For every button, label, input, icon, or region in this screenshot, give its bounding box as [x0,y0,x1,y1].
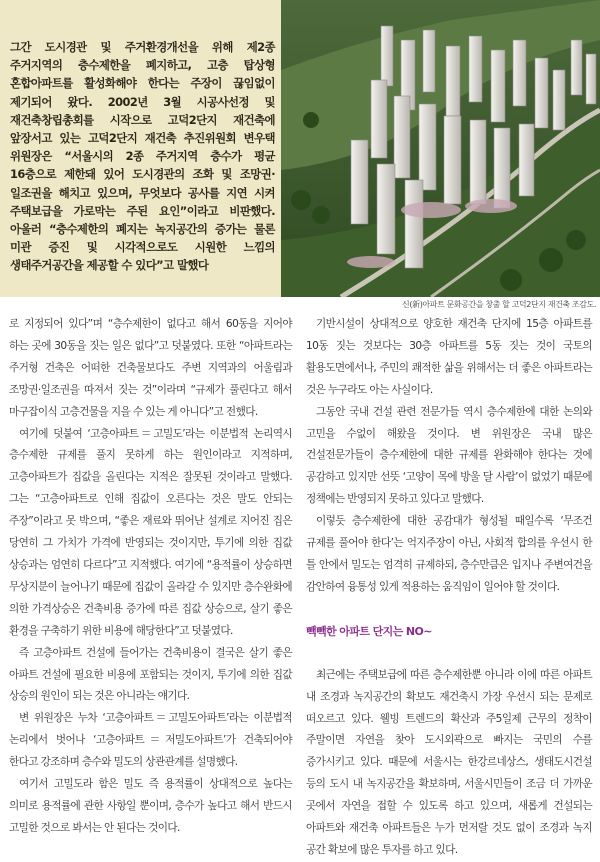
body-paragraph: 변 위원장은 누차 ‘고층아파트＝고밀도아파트’라는 이분법적 논리에서 벗어나 ‘고층아파트＝저밀도아파트’가 건축되어야 한다고 강조하며 층수와 밀도의 상관관계를 설명했다. [9,712,292,769]
right-column [306,314,592,862]
body-paragraph: 여기에 덧붙여 ‘고층아파트＝고밀도’라는 이분법적 논리역시 층수제한 규제를 풀지 못하게 하는 원인이라고 지적하며, 고층아파트가 집값을 올린다는 지적은 잘못된 것이라고 말했다. 그는 “고층아파트로 인해 집값이 오른다는 것은 말도 안되는 주장”이라고 못 박으며, “좋은 재료와 뛰어난 설계로 지어진 집은 당연히 그 가치가 가격에 반영되는 것이지만, 투기에 의한 집값 상승과는 엄연히 다르다”고 지적했다. 여기에 “용적률이 상승하면 무상지분이 늘어나기 때문에 집값이 올라갈 수 있지만 층수완화에 의한 가격상승은 건축비용 증가에 따른 집값 상승으로, 살기 좋은 환경을 구축하기 위한 비용에 해당한다”고 덧붙였다. [9,427,292,637]
section-subheading: 빽빽한 아파트 단지는 NO~ [306,624,432,638]
body-paragraph: 여기서 고밀도라 함은 밀도 즉 용적률이 상대적으로 높다는 의미로 용적률에 관한 사항일 뿐이며, 층수가 높다고 해서 반드시 고밀한 것으로 봐서는 안 된다는 것이다. [9,778,292,834]
body-paragraph: 즉 고층아파트 건설에 들어가는 건축비용이 결국은 살기 좋은 아파트 건설에 필요한 비용에 포함되는 것이지, 투기에 의한 집값 상승의 원인이 되는 것은 아니라는 얘기다. [9,646,292,703]
body-paragraph: 기반시설이 상대적으로 양호한 재건축 단지에 15층 아파트를 10동 짓는 것보다는 30층 아파트를 5동 짓는 것이 국토의 활용도면에서나, 주민의 쾌적한 삶을 위해서는 더 좋은 아파트라는 것은 누구라도 아는 사실이다. [306,318,592,396]
lead-box [0,0,281,297]
photo-caption: 신(新)아파트 문화공간을 창출 할 고덕2단지 재건축 조감도. [402,300,596,309]
aerial-rendering-photo [281,0,600,297]
left-column [9,314,292,840]
lead-paragraph: 그간 도시경관 및 주거환경개선을 위해 제2종 주거지역의 층수제한을 폐지하고, 고층 탑상형 혼합아파트를 활성화해야 한다는 주장이 끊임없이 제기되어 왔다. 2002년 3월 시공사선정 및 재건축창립총회를 시작으로 고덕2단지 재건축에 앞장서고 있는 고덕2단지 재건축 추진위원회 변우택 위원장은 “서울시의 2종 주거지역 층수가 평균 16층으로 제한돼 있어 도시경관의 조화 및 조망권·일조권을 해치고 있으며, 무엇보다 공사를 지연 시켜 주택보급을 가로막는 주된 요인”이라고 비판했다. 아울러 “층수제한의 폐지는 녹지공간의 증가는 물론 미관 증진 및 시각적으로도 시원한 느낌의 생태주거공간을 제공할 수 있다”고 말했다 [10,40,275,273]
body-paragraph: 이렇듯 층수제한에 대한 공감대가 형성될 때일수록 ‘무조건 규제를 풀어야 한다’는 억지주장이 아닌, 사회적 합의를 우선시 한 틀 안에서 밀도는 엄격히 규제하되, 층수만큼은 입지나 주변여건을 감안하여 융통성 있게 적용하는 움직임이 일어야 할 것이다. [306,515,592,593]
header-area [0,0,600,297]
body-paragraph: 로 지정되어 있다”며 “층수제한이 없다고 해서 60동을 지어야 하는 곳에 30동을 짓는 일은 없다”고 덧붙였다. 또한 “아파트라는 주거형 건축은 어떠한 건축물보다도 주변 지역과의 어울림과 조망권·일조권을 따져서 짓는 것”이라며 “규제가 풀린다고 해서 마구잡이식 고층건물을 지을 수 있는 게 아니다”고 전했다. [9,318,292,418]
apartment-complex-illustration [281,0,600,297]
body-paragraph: 그동안 국내 건설 관련 전문가들 역시 층수제한에 대한 논의와 고민을 수없이 해왔을 것이다. 변 위원장은 국내 많은 건설전문가들이 층수제한에 대한 규제를 완화해야 한다는 것에 공감하고 있지만 선뜻 ‘고양이 목에 방울 달 사람’이 없었기 때문에 정책에는 반영되지 못하고 있다고 말했다. [306,405,592,506]
body-paragraph: 최근에는 주택보급에 따른 층수제한뿐 아니라 이에 따른 아파트 내 조경과 녹지공간의 확보도 재건축시 가장 우선시 되는 문제로 떠오르고 있다. 웰빙 트렌드의 확산과 주5일제 근무의 정착이 주말이면 자연을 찾아 도시외곽으로 빠지는 국민의 수를 증가시키고 있다. 때문에 서울시는 한강르네상스, 생태도시건설 등의 도시 내 녹지공간을 확보하며, 서울시민들이 조금 더 가까운 곳에서 자연을 접할 수 있도록 하고 있으며, 새롭게 건설되는 아파트와 재건축 아파트들은 누가 먼저랄 것도 없이 조경과 녹지 공간 확보에 많은 투자를 하고 있다. [306,668,592,856]
